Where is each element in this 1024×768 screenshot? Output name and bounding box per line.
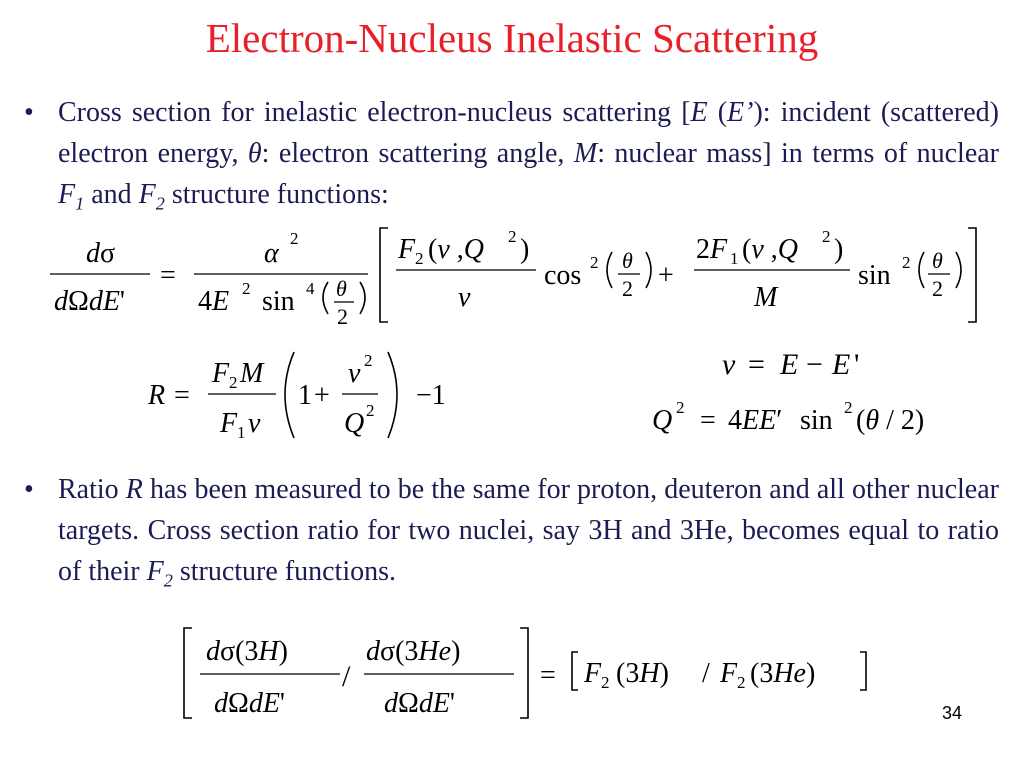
svg-text:2: 2 bbox=[508, 227, 517, 246]
text-segment: Cross section for inelastic electron-nucleus scattering [ bbox=[58, 97, 691, 128]
svg-text:1: 1 bbox=[730, 249, 739, 268]
svg-text:dΩdE': dΩdE' bbox=[214, 688, 285, 719]
svg-text:2: 2 bbox=[822, 227, 831, 246]
svg-text:=: = bbox=[748, 348, 765, 381]
svg-text:ν: ν bbox=[722, 348, 736, 381]
svg-text:+: + bbox=[314, 380, 330, 411]
svg-text:4EE′: 4EE′ bbox=[728, 405, 783, 436]
svg-text:2: 2 bbox=[364, 351, 373, 370]
ratio-3h-3he-equation bbox=[180, 624, 880, 724]
svg-text:2: 2 bbox=[902, 253, 911, 272]
svg-text:): ) bbox=[520, 234, 530, 265]
svg-text:/: / bbox=[342, 660, 351, 693]
svg-text:F: F bbox=[720, 658, 738, 689]
svg-text:2F: 2F bbox=[696, 234, 728, 265]
text-segment: 2 bbox=[155, 193, 165, 214]
text-segment: F bbox=[138, 179, 156, 210]
text-segment: E’ bbox=[727, 97, 754, 128]
text-segment: 1 bbox=[75, 193, 85, 214]
svg-text:dσ(3He): dσ(3He) bbox=[366, 636, 461, 667]
text-segment: ): incident (scattered) electron energy, bbox=[58, 97, 999, 169]
svg-text:v: v bbox=[348, 358, 361, 389]
svg-text:θ: θ bbox=[932, 248, 943, 273]
svg-text:2: 2 bbox=[932, 276, 943, 301]
svg-text:dΩdE': dΩdE' bbox=[54, 286, 125, 317]
svg-text:2: 2 bbox=[415, 249, 424, 268]
text-segment: structure functions. bbox=[172, 556, 397, 587]
text-segment: F bbox=[146, 556, 164, 587]
text-segment: F bbox=[58, 179, 76, 210]
text-segment: M bbox=[573, 138, 598, 169]
bullet-ratio bbox=[24, 469, 999, 602]
svg-text:4E: 4E bbox=[198, 286, 230, 317]
svg-text:(3He): (3He) bbox=[750, 658, 816, 689]
svg-text:cos: cos bbox=[544, 260, 582, 291]
bullet-marker: • bbox=[24, 474, 34, 505]
text-segment: ( bbox=[707, 97, 728, 128]
q2-equation-svg bbox=[652, 395, 952, 439]
text-segment: θ bbox=[247, 138, 262, 169]
svg-text:θ: θ bbox=[622, 248, 633, 273]
svg-text:M: M bbox=[754, 282, 778, 313]
svg-text:F: F bbox=[584, 658, 602, 689]
svg-text:4: 4 bbox=[306, 279, 315, 298]
svg-text:E: E bbox=[780, 348, 799, 381]
svg-text:F: F bbox=[220, 408, 238, 439]
svg-text:sin: sin bbox=[800, 405, 833, 436]
text-segment: has been measured to be the same for proton, deuteron and all other nuclear targets. Cross section ratio for two nuclei, say 3H and 3He, becomes equal to ratio of their bbox=[58, 474, 999, 587]
ratio-3h-3he-equation-svg bbox=[180, 624, 880, 724]
svg-text:dσ: dσ bbox=[86, 238, 116, 269]
nu-equation-svg bbox=[722, 344, 892, 384]
svg-text:): ) bbox=[834, 234, 844, 265]
svg-text:−1: −1 bbox=[416, 380, 446, 411]
ratio-r-equation-svg bbox=[148, 346, 468, 446]
text-segment: structure functions: bbox=[164, 179, 389, 210]
q2-equation bbox=[652, 395, 952, 439]
svg-text:2: 2 bbox=[242, 279, 251, 298]
svg-text:2: 2 bbox=[366, 401, 375, 420]
svg-text:2: 2 bbox=[290, 229, 299, 248]
svg-text:ν: ν bbox=[248, 408, 261, 439]
svg-text:2: 2 bbox=[676, 398, 685, 417]
text-segment: and bbox=[84, 179, 139, 210]
svg-text:R: R bbox=[148, 380, 166, 411]
svg-text:(θ / 2): (θ / 2) bbox=[856, 405, 925, 436]
svg-text:Q: Q bbox=[652, 405, 673, 436]
text-segment: : nuclear mass] in terms of nuclear bbox=[597, 138, 1000, 169]
svg-text:2: 2 bbox=[601, 673, 610, 692]
svg-text:/: / bbox=[702, 658, 710, 689]
text-segment: Ratio bbox=[58, 474, 126, 505]
text-segment: : electron scattering angle, bbox=[261, 138, 574, 169]
page-number: 34 bbox=[941, 703, 962, 723]
bullet-cross-section bbox=[24, 92, 999, 225]
svg-text:α: α bbox=[264, 238, 279, 269]
slide-title: Electron-Nucleus Inelastic Scattering bbox=[205, 15, 819, 61]
svg-text:=: = bbox=[174, 380, 190, 411]
svg-text:(3H): (3H) bbox=[616, 658, 669, 689]
nu-equation bbox=[722, 344, 892, 384]
bullet-marker: • bbox=[24, 97, 34, 128]
svg-text:sin: sin bbox=[858, 260, 891, 291]
svg-text:F: F bbox=[212, 358, 230, 389]
svg-text:=: = bbox=[540, 660, 556, 691]
svg-text:2: 2 bbox=[844, 398, 853, 417]
cross-section-equation-svg bbox=[50, 222, 990, 332]
svg-text:1: 1 bbox=[237, 423, 246, 442]
bullet-text bbox=[58, 92, 999, 225]
svg-text:M: M bbox=[240, 358, 264, 389]
svg-text:(ν ,Q: (ν ,Q bbox=[742, 234, 798, 265]
svg-text:2: 2 bbox=[590, 253, 599, 272]
svg-text:+: + bbox=[658, 260, 674, 291]
svg-text:F: F bbox=[398, 234, 416, 265]
svg-text:=: = bbox=[160, 260, 176, 291]
ratio-r-equation bbox=[148, 346, 468, 446]
svg-text:ν: ν bbox=[458, 282, 471, 313]
svg-text:sin: sin bbox=[262, 286, 295, 317]
svg-text:2: 2 bbox=[737, 673, 746, 692]
cross-section-equation bbox=[50, 222, 990, 332]
svg-text:−: − bbox=[806, 348, 823, 381]
text-segment: R bbox=[125, 474, 143, 505]
text-segment: E bbox=[690, 97, 708, 128]
svg-text:Q: Q bbox=[344, 408, 365, 439]
svg-text:E: E bbox=[832, 348, 851, 381]
svg-text:2: 2 bbox=[229, 373, 238, 392]
svg-text:2: 2 bbox=[622, 276, 633, 301]
svg-text:': ' bbox=[854, 348, 860, 381]
svg-text:θ: θ bbox=[336, 276, 347, 301]
svg-text:1: 1 bbox=[298, 380, 312, 411]
svg-text:(ν ,Q: (ν ,Q bbox=[428, 234, 484, 265]
svg-text:dσ(3H): dσ(3H) bbox=[206, 636, 288, 667]
text-segment: 2 bbox=[163, 570, 173, 591]
svg-text:dΩdE': dΩdE' bbox=[384, 688, 455, 719]
svg-text:=: = bbox=[700, 405, 716, 436]
svg-text:2: 2 bbox=[337, 304, 348, 329]
bullet-text bbox=[58, 469, 999, 602]
